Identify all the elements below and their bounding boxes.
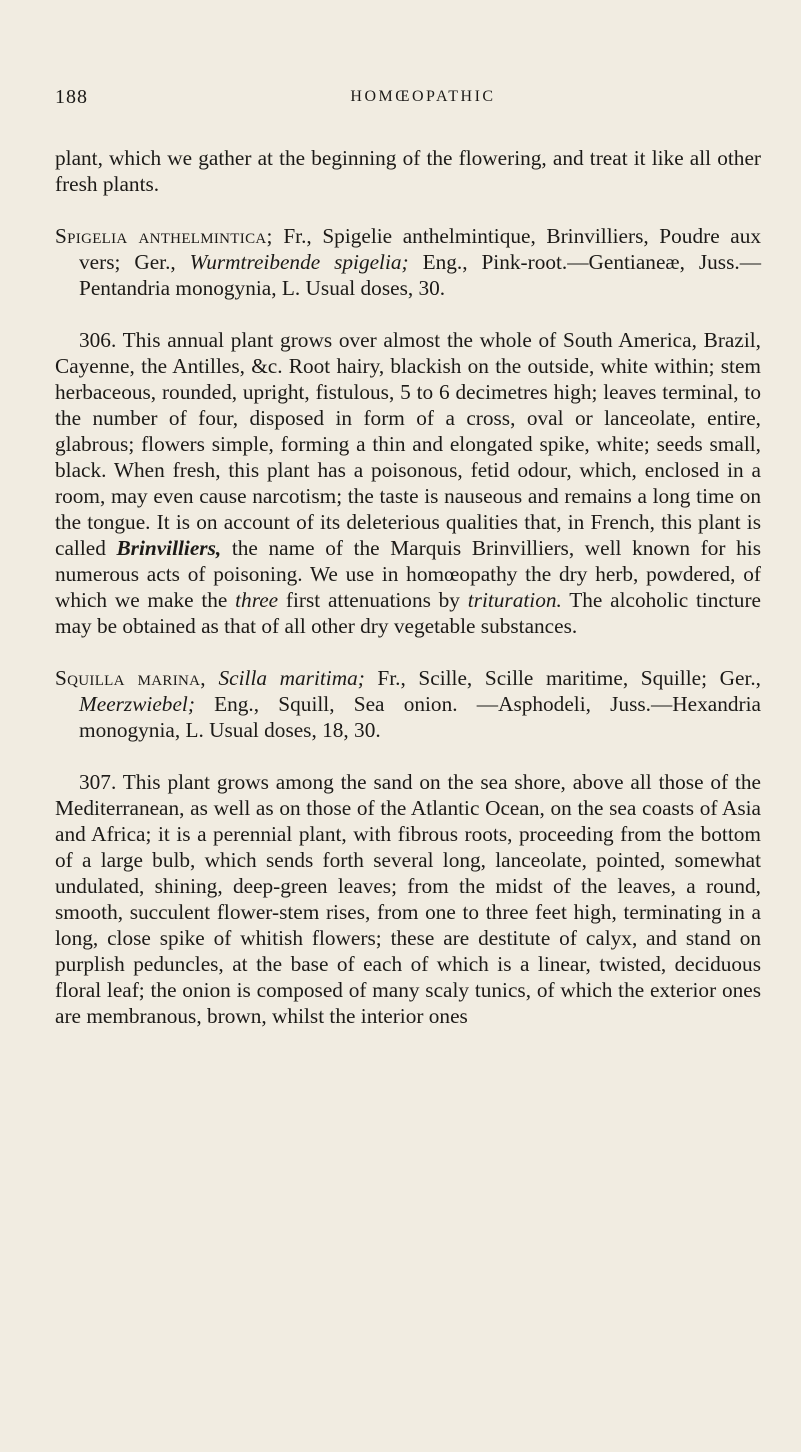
entry-squilla [55, 665, 761, 743]
paragraph-306 [55, 327, 761, 639]
emphasis-trituration: trituration. [467, 588, 562, 612]
entry-name: Squilla marina, [55, 666, 206, 690]
paragraph-text: The alcoholic tincture may be obtained as that of all other dry vegetable substances. [55, 588, 762, 638]
running-header [55, 86, 761, 116]
entry-synonyms: Fr., Scille, Scille maritime, Squille; Ger., [364, 666, 762, 690]
emphasis-brinvilliers: Brinvilliers, [116, 536, 222, 560]
paragraph-text: 306. This annual plant grows over almost the whole of South America, Brazil, Cayenne, the Antilles, &c. Root hairy, blackish on the outside, white within; stem herbaceous, rounded, upright, fistulous, 5 to 6 decimetres high; leaves terminal, to the number of four, disposed in form of a cross, oval or lanceolate, entire, glabrous; flowers simple, forming a thin and elongated spike, white; seeds small, black. When fresh, this plant has a poisonous, fetid odour, which, enclosed in a room, may even cause narcotism; the taste is nauseous and remains a long time on the tongue. It is on account of its deleterious qualities that, in French, this plant is called [55, 328, 761, 560]
body-text [55, 145, 761, 1055]
latin-name: Scilla maritima; [218, 666, 365, 690]
entry-spigelia [55, 223, 761, 301]
paragraph-text: the name of the Marquis Brinvilliers, well known for his numerous acts of poisoning. We use in homœopathy the dry herb, powdered, of which we make the [55, 536, 761, 612]
german-name: Meerzwiebel; [79, 692, 195, 716]
entry-name: Spigelia anthelmintica; [55, 224, 273, 248]
entry-classification: Eng., Pink-root.—Gentianeæ, Juss.—Pentandria monogynia, L. Usual doses, 30. [79, 250, 761, 300]
emphasis-three: three [235, 588, 279, 612]
running-head: HOMŒOPATHIC [350, 88, 496, 105]
german-name: Wurmtreibende spigelia; [189, 250, 409, 274]
paragraph-text: first attenuations by [278, 588, 468, 612]
continuation-paragraph: plant, which we gather at the beginning of the flowering, and treat it like all other fresh plants. [55, 146, 761, 196]
page-number: 188 [55, 86, 88, 108]
entry-synonyms: Fr., Spigelie anthelmintique, Brinvilliers, Poudre aux vers; Ger., [79, 224, 761, 274]
paragraph-307: 307. This plant grows among the sand on the sea shore, above all those of the Mediterranean, as well as on those of the Atlantic Ocean, on the sea coasts of Asia and Africa; it is a perennial plant, with fibrous roots, proceeding from the bottom of a large bulb, which sends forth several long, lanceolate, pointed, somewhat undulated, shining, deep-green leaves; from the midst of the leaves, a round, smooth, succulent flower-stem rises, from one to three feet high, terminating in a long, close spike of whitish flowers; these are destitute of calyx, and stand on purplish peduncles, at the base of each of which is a linear, twisted, deciduous floral leaf; the onion is composed of many scaly tunics, of which the exterior ones are membranous, brown, whilst the interior ones [55, 770, 761, 1028]
entry-classification: Eng., Squill, Sea onion. —Asphodeli, Juss.—Hexandria monogynia, L. Usual doses, 18, 30. [79, 692, 761, 742]
